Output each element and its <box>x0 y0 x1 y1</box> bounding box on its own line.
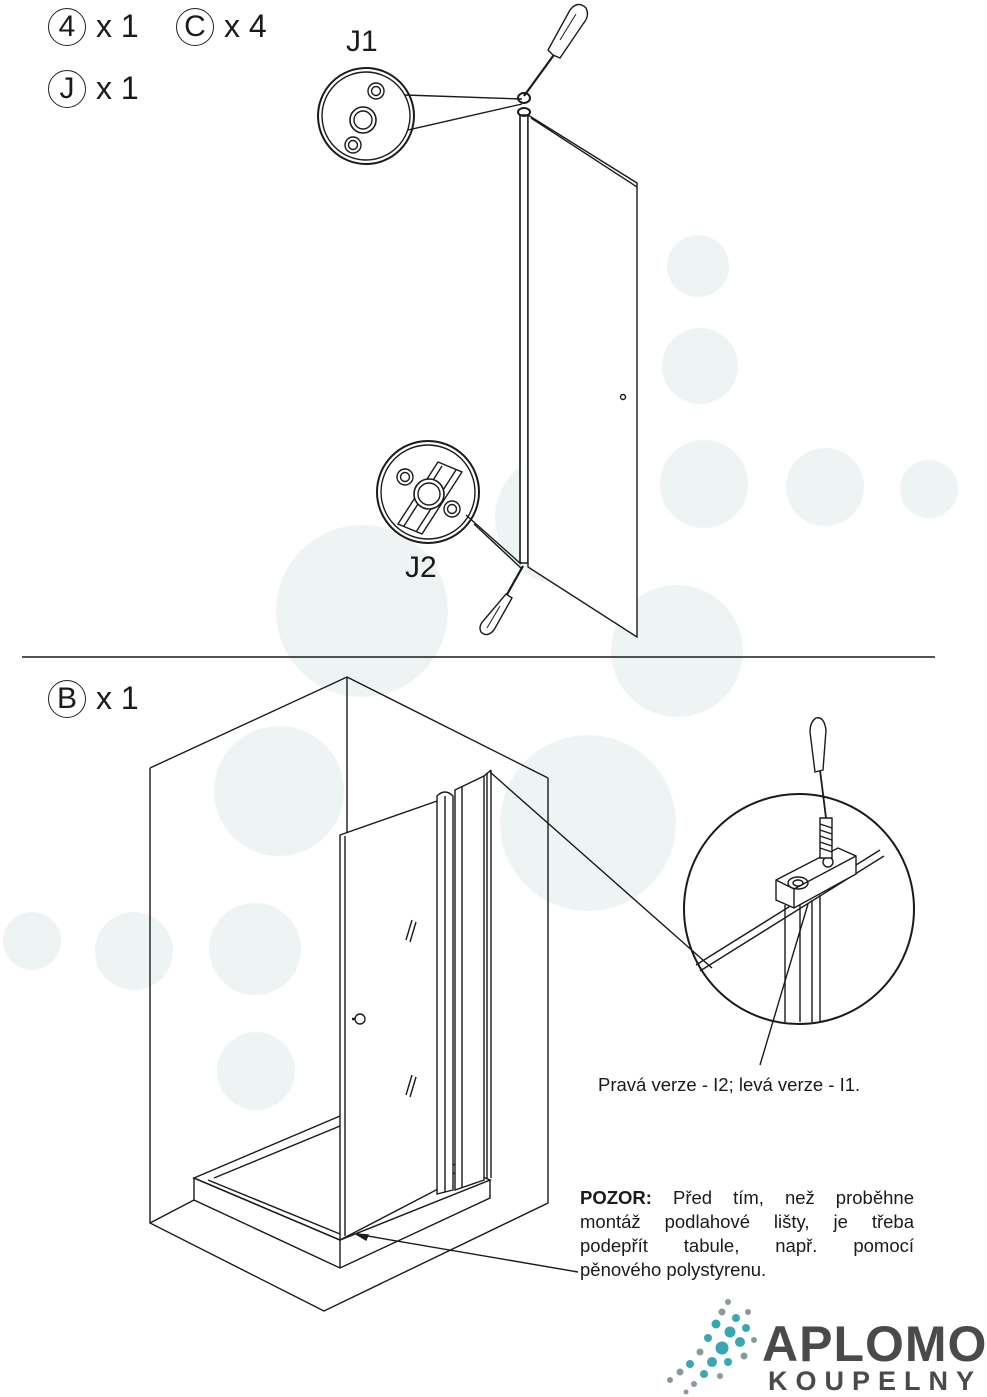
logo-dot <box>725 1299 731 1305</box>
part-qty-j: x 1 <box>96 70 139 106</box>
warning-label: POZOR: <box>580 1187 652 1208</box>
logo-dot <box>677 1369 684 1376</box>
logo-dot <box>686 1360 694 1368</box>
logo-dot <box>745 1309 751 1315</box>
logo-dot <box>691 1381 697 1387</box>
logo-dot <box>724 1358 732 1366</box>
part-badge-j: J <box>48 70 86 108</box>
logo-dot <box>697 1349 704 1356</box>
logo-dot <box>717 1373 723 1379</box>
logo-dot <box>684 1390 689 1395</box>
logo-dot <box>751 1337 757 1343</box>
part-qty-b: x 1 <box>96 680 139 716</box>
part-badge-c: C <box>176 8 214 46</box>
part-badge-4: 4 <box>48 8 86 46</box>
logo-dot <box>700 1370 708 1378</box>
warning-line-3: podepřít tabule, např. pomocí <box>580 1235 914 1256</box>
part-badge-b: B <box>48 680 86 718</box>
logo-name: APLOMO <box>762 1316 987 1372</box>
logo-dot <box>742 1324 750 1332</box>
logo-dot <box>725 1327 736 1338</box>
logo-dot <box>741 1353 748 1360</box>
warning-line-1: Před tím, než proběhne <box>651 1187 914 1208</box>
part-qty-4: x 1 <box>96 8 139 44</box>
logo-dot <box>712 1320 721 1329</box>
logo-dot <box>735 1337 745 1347</box>
label-j1: J1 <box>346 25 378 58</box>
warning-line-2: montáž podlahové lišty, je třeba <box>580 1211 914 1232</box>
logo-dot <box>707 1357 717 1367</box>
logo-dot <box>732 1314 740 1322</box>
logo-dot <box>667 1377 673 1383</box>
logo-dot <box>719 1309 726 1316</box>
part-qty-c: x 4 <box>224 8 267 44</box>
warning-line-4: pěnového polystyrenu. <box>580 1259 767 1280</box>
logo-dot <box>716 1342 729 1355</box>
logo-dot <box>704 1334 712 1342</box>
logo-subtitle: KOUPELNY <box>768 1366 983 1396</box>
label-j2: J2 <box>405 551 437 584</box>
version-caption: Pravá verze - I2; levá verze - I1. <box>598 1074 861 1095</box>
